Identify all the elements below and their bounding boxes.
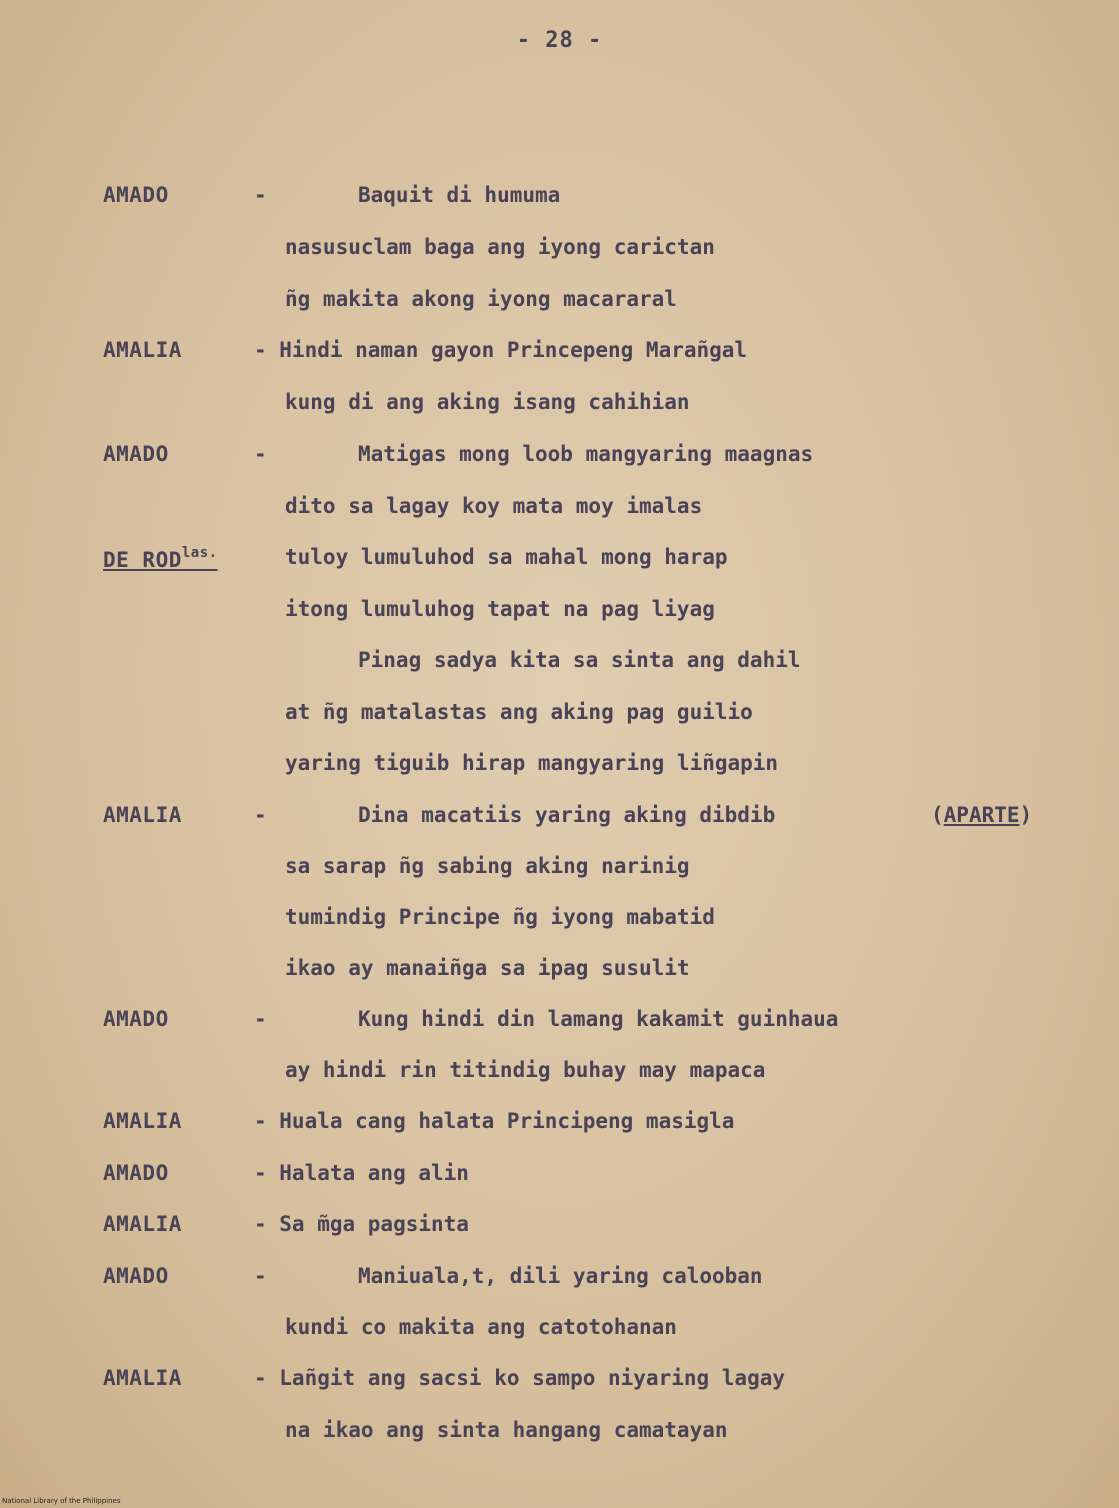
script-line	[0, 1161, 1119, 1197]
speaker-name: AMADO	[103, 1161, 169, 1185]
speaker-name	[103, 545, 218, 572]
script-line	[0, 1007, 1119, 1043]
speaker-dash: -	[254, 1007, 267, 1031]
speaker-name: AMADO	[103, 1007, 169, 1031]
speaker-name: AMALIA	[103, 1109, 182, 1133]
speaker-name: AMADO	[103, 442, 169, 466]
dialogue-text: Maniuala,t, dili yaring calooban	[358, 1264, 763, 1288]
speaker-name: AMADO	[103, 183, 169, 207]
script-line	[0, 442, 1119, 478]
script-line	[0, 338, 1119, 374]
speaker-dash: -	[254, 442, 267, 466]
speaker-name: AMALIA	[103, 1366, 182, 1390]
script-line	[0, 287, 1119, 323]
page-number: - 28 -	[516, 28, 603, 53]
script-line	[0, 1109, 1119, 1145]
dialogue-text: - Sa m̃ga pagsinta	[254, 1212, 469, 1236]
script-line	[0, 700, 1119, 736]
dialogue-text: tumindig Principe ñg iyong mabatid	[285, 905, 715, 929]
dialogue-text: itong lumuluhog tapat na pag liyag	[285, 597, 715, 621]
speaker-name: AMALIA	[103, 338, 182, 362]
stage-direction-open-paren: (	[931, 803, 944, 827]
dialogue-text: dito sa lagay koy mata moy imalas	[285, 494, 703, 518]
script-line	[0, 1058, 1119, 1094]
dialogue-text: ikao ay manaiñga sa ipag susulit	[285, 956, 690, 980]
dialogue-text: kung di ang aking isang cahihian	[285, 390, 690, 414]
dialogue-text: tuloy lumuluhod sa mahal mong harap	[285, 545, 728, 569]
script-line	[0, 751, 1119, 787]
speaker-name: AMALIA	[103, 1212, 182, 1236]
dialogue-text: - Halata ang alin	[254, 1161, 469, 1185]
dialogue-text: sa sarap ñg sabing aking narinig	[285, 854, 690, 878]
stage-direction-close-paren: )	[1019, 803, 1033, 827]
script-line	[0, 905, 1119, 941]
script-line	[0, 1366, 1119, 1402]
dialogue-text: kundi co makita ang catotohanan	[285, 1315, 677, 1339]
script-line	[0, 235, 1119, 271]
dialogue-text: - Huala cang halata Principeng masigla	[254, 1109, 735, 1133]
dialogue-text: ay hindi rin titindig buhay may mapaca	[285, 1058, 766, 1082]
dialogue-text: na ikao ang sinta hangang camatayan	[285, 1418, 728, 1442]
dialogue-text: yaring tiguib hirap mangyaring liñgapin	[285, 751, 779, 775]
script-line	[0, 854, 1119, 890]
stage-direction	[931, 803, 1032, 827]
script-line	[0, 390, 1119, 426]
dialogue-text: - Lañgit ang sacsi ko sampo niyaring lagay	[254, 1366, 786, 1390]
speaker-name: AMADO	[103, 1264, 169, 1288]
speaker-dash: -	[254, 1264, 267, 1288]
script-line	[0, 1315, 1119, 1351]
speaker-dash: -	[254, 803, 267, 827]
dialogue-text: Matigas mong loob mangyaring maagnas	[358, 442, 814, 466]
script-line	[0, 1264, 1119, 1300]
script-line	[0, 545, 1119, 581]
script-line	[0, 1418, 1119, 1454]
dialogue-text: Baquit di humuma	[358, 183, 561, 207]
script-line	[0, 648, 1119, 684]
script-line	[0, 956, 1119, 992]
dialogue-text: Kung hindi din lamang kakamit guinhaua	[358, 1007, 839, 1031]
dialogue-text: at ñg matalastas ang aking pag guilio	[285, 700, 753, 724]
speaker-name: AMALIA	[103, 803, 182, 827]
script-line	[0, 597, 1119, 633]
speaker-dash: -	[254, 183, 267, 207]
footer-credit: National Library of the Philippines	[2, 1497, 121, 1505]
dialogue-text: Dina macatiis yaring aking dibdib	[358, 803, 776, 827]
dialogue-text: nasusuclam baga ang iyong carictan	[285, 235, 715, 259]
script-line	[0, 803, 1119, 839]
script-line	[0, 183, 1119, 219]
dialogue-text: Pinag sadya kita sa sinta ang dahil	[358, 648, 801, 672]
script-line	[0, 1212, 1119, 1248]
dialogue-text: - Hindi naman gayon Princepeng Marañgal	[254, 338, 748, 362]
speaker-name-superscript: las.	[181, 545, 218, 561]
dialogue-text: ñg makita akong iyong macararal	[285, 287, 677, 311]
script-line	[0, 494, 1119, 530]
stage-direction-word: APARTE	[943, 803, 1020, 827]
speaker-name-base: DE ROD	[103, 548, 182, 572]
